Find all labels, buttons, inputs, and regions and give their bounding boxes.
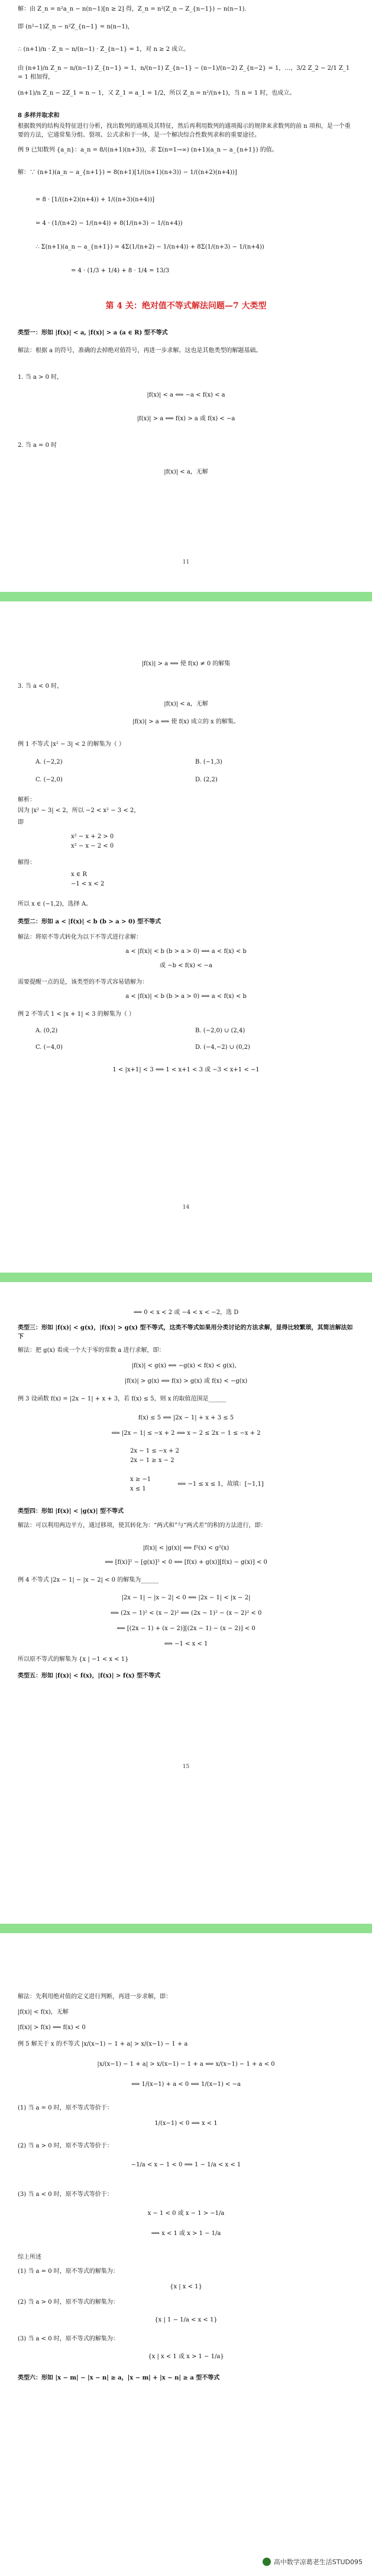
text-line: ∴ (n+1)/n · Z_n − n/(n−1) · Z_{n−1} = 1，对 n ≥ 2 成立。 bbox=[18, 46, 190, 53]
page-3 bbox=[0, 1302, 372, 1900]
equation: 1/(x−1) < 0 ⟹ x < 1 bbox=[154, 2120, 218, 2127]
footer-text: 高中数学凉葛老生活STUD095 bbox=[273, 2558, 363, 2566]
system-line: 2x − 1 ≤ −x + 2 bbox=[130, 1448, 179, 1454]
option-c: C. (−4,0) bbox=[35, 1044, 63, 1051]
type6-title: 类型六：形如 |x − m| − |x − n| ≥ a，|x − m| + |x − n| ≥ a 型不等式 bbox=[18, 2375, 220, 2381]
option-a: A. (−2,2) bbox=[35, 759, 63, 765]
type4-title: 类型四：形如 |f(x)| < |g(x)| 型不等式 bbox=[18, 1508, 124, 1515]
system-line: x ≤ 1 bbox=[130, 1486, 146, 1492]
equation: |f(x)| > a ⟺ 使 f(x) ≠ 0 的解集 bbox=[141, 661, 231, 667]
solution-set: {x | 1 − 1/a < x < 1} bbox=[154, 2317, 218, 2323]
page-separator bbox=[0, 592, 372, 601]
equation: ⟺ |2x − 1| ≤ −x + 2 ⟺ x − 2 ≤ 2x − 1 ≤ −x + 2 bbox=[111, 1430, 261, 1437]
equation: |f(x)| > g(x) ⟺ f(x) > g(x) 或 f(x) < −g(x) bbox=[124, 1378, 248, 1384]
solution-set: {x | x < 1 或 x > 1 − 1/a} bbox=[148, 2353, 224, 2360]
equation: ⟺ −1 < x < 1 bbox=[164, 1641, 208, 1647]
system-line: −1 < x < 2 bbox=[71, 881, 105, 887]
paragraph: 根据数列的结构及特征进行分析，找出数列的通项及其特征，然后再利用数列的通项揭示的规律来求数列的前 n 项和，是一个重要的方法，它通常集分组、裂项、公式求和于一体，是一个解决综合性数列求和的重要途径。 bbox=[18, 123, 351, 139]
example-1: 例 1 不等式 |x² − 3| < 2 的解集为（ ） bbox=[18, 741, 125, 748]
wechat-logo-icon bbox=[263, 2558, 271, 2566]
solution-line: = 8 · [1/((n+2)(n+4)) + 1/((n+3)(n+4))] bbox=[35, 197, 155, 203]
equation: |f(x)| < f(x)，无解 bbox=[18, 2009, 69, 2015]
summary-2: (2) 当 a > 0 时，原不等式的解集为： bbox=[18, 2299, 119, 2305]
example-3: 例 3 设函数 f(x) = |2x − 1| + x + 3，若 f(x) ≤ 5，则 x 的取值范围是______ bbox=[18, 1396, 227, 1402]
equation: ⟺ [(2x − 1) + (x − 2)][(2x − 1) − (x − 2)] < 0 bbox=[117, 1625, 255, 1632]
system-line: x ∈ R bbox=[71, 871, 87, 878]
equation: |f(x)| > a ⟺ f(x) > a 或 f(x) < −a bbox=[137, 416, 235, 422]
equation: |f(x)| > f(x) ⟺ f(x) < 0 bbox=[18, 2024, 86, 2031]
type3-desc: 解法：把 g(x) 看成一个大于零的常数 a 进行求解，即： bbox=[18, 1347, 165, 1354]
case-3: 3. 当 a < 0 时， bbox=[18, 683, 63, 690]
solution-label: 解得： bbox=[18, 859, 35, 866]
equation: a < |f(x)| < b (b > a > 0) ⟺ a < f(x) < b bbox=[125, 993, 247, 1000]
equation: |x/(x−1) − 1 + a| > x/(x−1) − 1 + a ⟺ x/(x−1) − 1 + a < 0 bbox=[97, 2061, 275, 2068]
page-separator bbox=[0, 1273, 372, 1282]
case-2: 2. 当 a = 0 时 bbox=[18, 442, 57, 449]
summary-1: (1) 当 a = 0 时，原不等式的解集为： bbox=[18, 2268, 119, 2275]
type4-desc: 解法：可以利用两边平方，通过移项，使其转化为：“两式和”与“两式差”的积的方法进行，即： bbox=[18, 1522, 267, 1529]
type3-title: 类型三：形如 |f(x)| < g(x)，|f(x)| > g(x) 型不等式，这类不等式如果用分类讨论的方法求解，显得比较繁琐，其简洁解法如下 bbox=[18, 1325, 353, 1340]
solution-line: 因为 |x² − 3| < 2，所以 −2 < x² − 3 < 2， bbox=[18, 807, 140, 814]
type2-title: 类型二：形如 a < |f(x)| < b (b > a > 0) 型不等式 bbox=[18, 919, 161, 925]
equation: |f(x)| < a，无解 bbox=[164, 701, 208, 707]
summary-3: (3) 当 a < 0 时，原不等式的解集为： bbox=[18, 2336, 119, 2342]
type2-desc: 解法：将原不等式转化为以下不等式进行求解： bbox=[18, 934, 142, 941]
option-d: D. (−4,−2) ∪ (0,2) bbox=[195, 1044, 250, 1051]
text-line: 由 (n+1)/n Z_n − n/(n−1) Z_{n−1} = 1，n/(n−1) Z_{n−1} − (n−1)/(n−2) Z_{n−2} = 1，…，3/2 Z_2 − 2/1 Z_1 = 1 相加得， bbox=[18, 65, 350, 80]
solution-line: 解：∵ (n+1)(a_n − a_{n+1}) = 8(n+1)[1/((n+1)(n+3)) − 1/((n+2)(n+4))] bbox=[18, 169, 237, 176]
page-number: 11 bbox=[182, 559, 190, 565]
case-b: (2) 当 a > 0 时，原不等式等价于： bbox=[18, 2143, 113, 2149]
equation: ⟺ −1 ≤ x ≤ 1，故填：[−1,1] bbox=[177, 1481, 264, 1487]
equation: 或 −b < f(x) < −a bbox=[160, 962, 212, 969]
option-a: A. (0,2) bbox=[35, 1028, 58, 1034]
system-line: x ≥ −1 bbox=[130, 1476, 151, 1483]
equation: ⟺ 1/(x−1) + a < 0 ⟺ 1/(x−1) < −a bbox=[131, 2081, 241, 2088]
option-c: C. (−2,0) bbox=[35, 777, 63, 783]
option-b: B. (−2,0) ∪ (2,4) bbox=[195, 1028, 245, 1034]
page-2 bbox=[0, 651, 372, 1243]
solution-line: 即 bbox=[18, 819, 24, 826]
equation: ⟺ [f(x)]² − [g(x)]² < 0 ⟺ [f(x) + g(x)][f(x) − g(x)] < 0 bbox=[105, 1559, 267, 1566]
equation: ⟺ 0 < x < 2 或 −4 < x < −2，选 D bbox=[133, 1309, 239, 1316]
equation: f(x) ≤ 5 ⟺ |2x − 1| + x + 3 ≤ 5 bbox=[138, 1415, 234, 1421]
answer: 所以原不等式的解集为 {x | −1 < x < 1} bbox=[18, 1656, 129, 1663]
type1-desc: 解法：根据 a 的符号，准确的去掉绝对值符号，再进一步求解。这也是其他类型的解题基础。 bbox=[18, 347, 262, 354]
equation: ⟺ (2x − 1)² < (x − 2)² ⟺ (2x − 1)² − (x − 2)² < 0 bbox=[110, 1610, 262, 1617]
equation: −1/a < x − 1 < 0 ⟹ 1 − 1/a < x < 1 bbox=[131, 2162, 241, 2168]
equation: |f(x)| < g(x) ⟺ −g(x) < f(x) < g(x)， bbox=[131, 1363, 241, 1369]
summary: 综上所述 bbox=[18, 2254, 41, 2261]
text-line: 解法：先利用绝对值的定义进行判断，再进一步求解，即： bbox=[18, 1994, 172, 2000]
case-c: (3) 当 a < 0 时，原不等式等价于： bbox=[18, 2191, 113, 2198]
equation: |f(x)| > a ⟺ 使 f(x) 成立的 x 的解集。 bbox=[132, 719, 240, 725]
answer: 所以 x ∈ (−1,2)，选择 A。 bbox=[18, 901, 92, 907]
solution-line: ∴ Σ(n+1)(a_n − a_{n+1}) = 4Σ(1/(n+2) − 1/(n+4)) + 8Σ(1/(n+3) − 1/(n+4)) bbox=[35, 244, 264, 250]
page-number: 15 bbox=[182, 1764, 190, 1770]
page-1 bbox=[0, 0, 372, 592]
page-4 bbox=[0, 1953, 372, 2576]
system-line: x² − x + 2 > 0 bbox=[71, 833, 114, 840]
equation: ⟹ x < 1 或 x > 1 − 1/a bbox=[151, 2230, 221, 2237]
type5-title: 类型五：形如 |f(x)| < f(x)，|f(x)| > f(x) 型不等式 bbox=[18, 1673, 161, 1679]
type1-title: 类型一：形如 |f(x)| < a, |f(x)| > a (a ∈ R) 型不等式 bbox=[18, 330, 168, 336]
text-line: 解：由 Z_n = n²a_n − n(n−1)[n ≥ 2] 得，Z_n = n²(Z_n − Z_{n−1}) − n(n−1). bbox=[18, 6, 247, 12]
solution-label: 解析： bbox=[18, 797, 35, 803]
case-a: (1) 当 a = 0 时，原不等式等价于： bbox=[18, 2105, 113, 2111]
option-d: D. (2,2) bbox=[195, 777, 218, 783]
equation: |f(x)| < |g(x)| ⟺ f²(x) < g²(x) bbox=[143, 1545, 229, 1551]
equation: a < |f(x)| < b (b > a > 0) ⟺ a < f(x) < b bbox=[125, 948, 247, 955]
case-1: 1. 当 a > 0 时， bbox=[18, 374, 63, 381]
equation: |f(x)| < a，无解 bbox=[164, 469, 208, 475]
equation: x − 1 < 0 或 x − 1 > −1/a bbox=[147, 2210, 225, 2217]
page-separator bbox=[0, 1924, 372, 1933]
equation: |f(x)| < a ⟺ −a < f(x) < a bbox=[147, 392, 225, 398]
system-line: 2x − 1 ≥ x − 2 bbox=[130, 1457, 174, 1464]
solution-line: = 4 · (1/(n+2) − 1/(n+4)) + 8(1/(n+3) − 1/(n+4)) bbox=[35, 220, 183, 227]
equation: 1 < |x+1| < 3 ⟺ 1 < x+1 < 3 或 −3 < x+1 < −1 bbox=[112, 1067, 260, 1073]
section-title: 第 4 关：绝对值不等式解法问题—7 大类型 bbox=[105, 301, 267, 311]
text-line: 即 (n²−1)Z_n − n²Z_{n−1} = n(n−1)， bbox=[18, 24, 134, 30]
section-heading: 8 多样并取求和 bbox=[18, 112, 60, 119]
system-line: x² − x − 2 < 0 bbox=[71, 843, 114, 849]
example-4: 例 4 不等式 |2x − 1| − |x − 2| < 0 的解集为______ bbox=[18, 1577, 159, 1583]
option-b: B. (−1,3) bbox=[195, 759, 222, 765]
solution-line: = 4 · (1/3 + 1/4) + 8 · 1/4 = 13/3 bbox=[71, 268, 170, 274]
equation: |2x − 1| − |x − 2| < 0 ⟺ |2x − 1| < |x − 2| bbox=[121, 1595, 251, 1601]
note: 需要提醒一点的是，该类型的不等式容易错解为： bbox=[18, 979, 148, 986]
example-9: 例 9 已知数列 {a_n}：a_n = 8/((n+1)(n+3))，求 Σ(n=1→∞) (n+1)(a_n − a_{n+1}) 的值。 bbox=[18, 147, 278, 153]
example-2: 例 2 不等式 1 < |x + 1| < 3 的解集为（ ） bbox=[18, 1011, 135, 1017]
footer-watermark bbox=[263, 2557, 363, 2567]
example-5: 例 5 解关于 x 的不等式 |x/(x−1) − 1 + a| > x/(x−1) − 1 + a bbox=[18, 2041, 188, 2047]
text-line: (n+1)/n Z_n − 2Z_1 = n − 1，又 Z_1 = a_1 = 1/2，所以 Z_n = n²/(n+1)，当 n = 1 时，也成立。 bbox=[18, 90, 296, 96]
solution-set: {x | x < 1} bbox=[170, 2284, 202, 2290]
page-number: 14 bbox=[182, 1205, 190, 1210]
